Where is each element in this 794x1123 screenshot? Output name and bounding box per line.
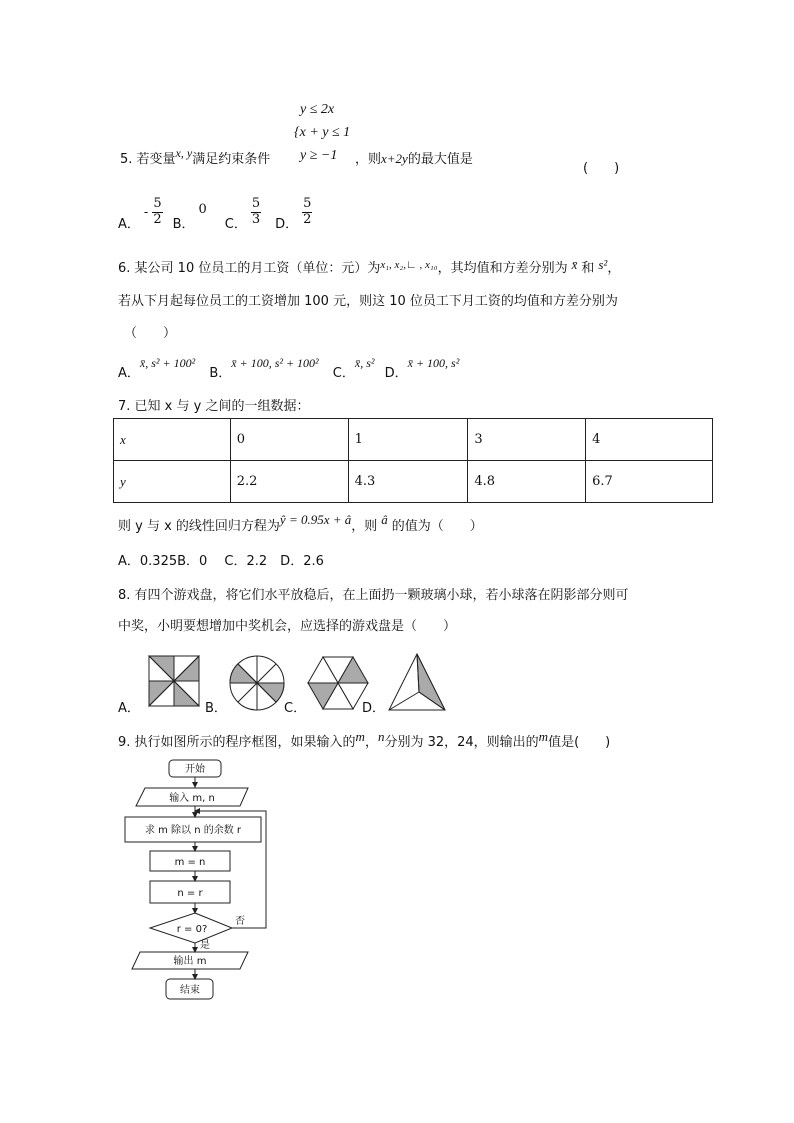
q7-regression-line xyxy=(118,512,483,534)
table-row xyxy=(114,461,713,503)
table-cell: 6.7 xyxy=(586,461,713,503)
game-board-square xyxy=(149,656,199,706)
table-cell: x xyxy=(114,419,231,461)
q9-text-a: 9. 执行如图所示的程序框图，如果输入的 xyxy=(118,735,356,750)
table-cell: 3 xyxy=(468,419,586,461)
q5-opt-a-sign: - xyxy=(143,204,149,220)
flow-assign-n-label: n = r xyxy=(177,888,203,899)
flow-end-label: 结束 xyxy=(180,985,200,996)
flow-remainder-label: 求 m 除以 n 的余数 r xyxy=(144,825,242,836)
q5-opt-c-num: 5 xyxy=(251,196,261,212)
q6-line1-b: ，其均值和方差分别为 xyxy=(437,261,568,276)
q5-opt-a-num: 5 xyxy=(153,196,162,212)
q9-text-c: 值是( ) xyxy=(548,735,611,750)
q6-opt-d-label: D． xyxy=(384,366,408,381)
q5-mid: 满足约束条件 xyxy=(192,152,271,167)
q6-and: 和 xyxy=(581,261,595,276)
q5-answer-paren: ( ) xyxy=(583,161,620,176)
q6-s2: s² xyxy=(598,257,608,272)
q8-label-a: A． xyxy=(118,701,140,716)
flow-yes-label: 是 xyxy=(200,940,210,951)
q6-opt-b-label: B． xyxy=(209,366,232,381)
q6-line1-a: 6. 某公司 10 位员工的月工资（单位：元）为 xyxy=(118,261,381,276)
question-8-line-2: 中奖，小明要想增加中奖机会，应选择的游戏盘是（ ） xyxy=(118,619,457,634)
q5-opt-a-den: 2 xyxy=(153,211,162,227)
question-6-line-1 xyxy=(118,257,620,276)
q5-options xyxy=(118,192,312,232)
q5-constraint-2: {x + y ≤ 1 xyxy=(294,125,351,140)
q5-opt-d-fraction xyxy=(302,197,312,227)
q6-vars: x₁, x₂,∟ , x₁₀ xyxy=(380,259,438,271)
q6-opt-d: x̄ + 100, s² xyxy=(407,356,460,370)
table-row xyxy=(114,419,713,461)
flowchart xyxy=(120,755,280,1005)
q7-reg-c: 的值为（ ） xyxy=(391,519,483,534)
q8-label-d: D． xyxy=(362,701,386,716)
question-6-line-2: 若从下月起每位员工的工资增加 100 元，则这 10 位员工下月工资的均值和方差分别为 xyxy=(118,294,618,309)
q5-opt-d-den: 2 xyxy=(303,211,312,227)
q9-m: m xyxy=(355,729,365,744)
q7-options: A．0.325B．0 C．2.2 D．2.6 xyxy=(118,554,324,569)
q6-opt-a-label: A． xyxy=(118,366,140,381)
flow-no-label: 否 xyxy=(235,916,245,927)
q9-text-b: 分别为 32，24，则输出的 xyxy=(384,735,539,750)
game-board-circle xyxy=(230,656,284,710)
q6-opt-c-label: C． xyxy=(332,366,355,381)
q9-sep: ， xyxy=(364,735,378,750)
q7-ahat: â xyxy=(381,512,388,527)
question-7-title: 7. 已知 x 与 y 之间的一组数据： xyxy=(118,399,310,414)
table-cell: 2.2 xyxy=(230,461,348,503)
q6-comma: ， xyxy=(607,261,621,276)
q7-reg-equation: ŷ = 0.95x + â xyxy=(279,512,352,527)
q6-options xyxy=(118,352,460,381)
q5-constraint-1: y ≤ 2x xyxy=(300,102,335,117)
q5-opt-d-label: D． xyxy=(275,216,299,232)
q5-opt-d-num: 5 xyxy=(303,196,312,212)
table-cell: 4.3 xyxy=(348,461,468,503)
q5-lead: 5. 若变量 xyxy=(120,152,176,167)
q6-opt-a: x̄, s² + 100² xyxy=(139,356,196,370)
q5-opt-a-fraction xyxy=(152,197,162,227)
q5-end: 的最大值是 xyxy=(407,152,473,167)
q5-opt-b-value: 0 xyxy=(198,201,207,217)
flow-condition-label: r = 0? xyxy=(176,924,208,935)
game-board-hexagon xyxy=(308,657,368,709)
table-cell: 4 xyxy=(586,419,713,461)
q9-n: n xyxy=(377,729,385,744)
q7-reg-b: ，则 xyxy=(351,519,378,534)
q5-tail xyxy=(355,148,473,167)
game-board-triangle xyxy=(389,654,445,710)
q6-answer-paren: （ ） xyxy=(124,326,177,341)
flow-start-label: 开始 xyxy=(185,764,205,775)
q6-opt-b: x̄ + 100, s² + 100² xyxy=(231,356,319,370)
table-cell: 1 xyxy=(348,419,468,461)
q8-label-c: C． xyxy=(284,701,307,716)
q5-opt-c-den: 3 xyxy=(251,211,261,227)
q5-tail-then: ，则 xyxy=(355,152,382,167)
flow-output-label: 输出 m xyxy=(173,956,207,967)
xy-data-table xyxy=(113,418,713,503)
q5-constraint-3: y ≥ −1 xyxy=(300,148,338,163)
flow-assign-m-label: m = n xyxy=(174,857,206,868)
q7-reg-a: 则 y 与 x 的线性回归方程为 xyxy=(118,519,280,534)
q6-opt-c: x̄, s² xyxy=(354,356,375,370)
table-cell: 4.8 xyxy=(468,461,586,503)
q8-label-b: B． xyxy=(205,701,227,716)
q5-opt-a-label: A． xyxy=(118,216,140,232)
game-boards xyxy=(145,648,455,718)
q5-expr: x+2y xyxy=(381,151,408,166)
q5-opt-b-label: B． xyxy=(172,216,195,232)
flow-input-label: 输入 m, n xyxy=(169,793,215,804)
question-8-line-1: 8. 有四个游戏盘，将它们水平放稳后，在上面扔一颗玻璃小球，若小球落在阴影部分则可 xyxy=(118,588,629,603)
question-9-stem xyxy=(118,731,610,750)
q5-opt-c-label: C． xyxy=(224,216,247,232)
q5-opt-c-fraction xyxy=(251,197,261,227)
q9-m-2: m xyxy=(538,729,549,744)
q5-vars: x, y xyxy=(175,146,193,160)
table-cell: 0 xyxy=(230,419,348,461)
question-5-stem xyxy=(120,148,270,167)
table-cell: y xyxy=(114,461,231,503)
q6-xbar: x̄ xyxy=(571,257,578,272)
